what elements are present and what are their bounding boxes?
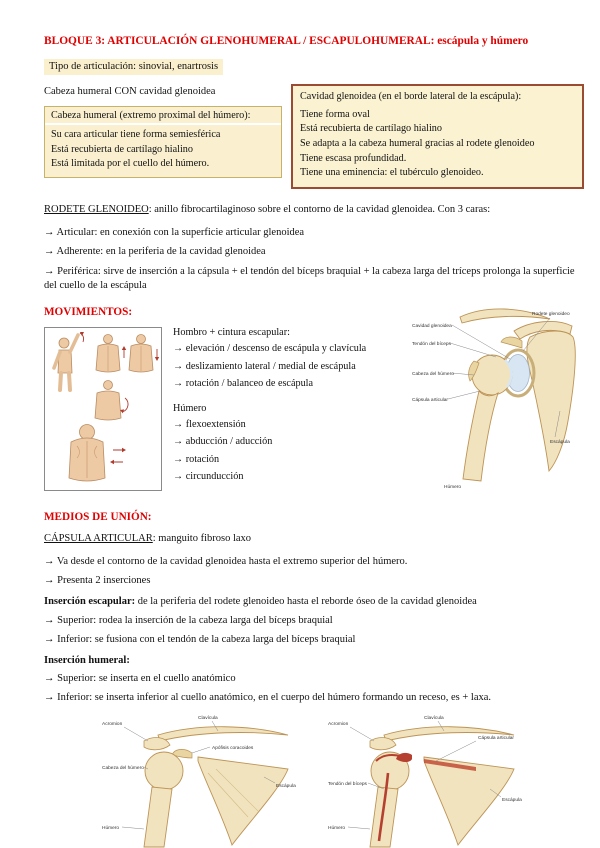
- list-item: → Presenta 2 inserciones: [44, 575, 151, 587]
- box-line: Tiene una eminencia: el tubérculo glenoideo.: [300, 167, 484, 179]
- joint-pair-line: Cabeza humeral CON cavidad glenoidea: [44, 86, 216, 98]
- definition-boxes-section: [44, 84, 584, 189]
- figure-label: Clavícula: [424, 716, 444, 722]
- torso-front-1: [96, 335, 126, 373]
- insercion-escapular-description: de la periferia del rodete glenoideo hasta el reborde óseo de la cavidad glenoidea: [135, 596, 477, 608]
- list-item: → rotación: [173, 453, 220, 465]
- joint-type-line: [44, 59, 584, 75]
- humeral-head: [145, 752, 183, 790]
- list-item: → Inferior: se inserta inferior al cuello anatómico, en el cuerpo del húmero formando un receso, es + laxa.: [44, 691, 492, 703]
- term-insercion-humeral: Inserción humeral:: [44, 654, 130, 666]
- list-item: → elevación / descenso de escápula y clavícula: [173, 343, 367, 355]
- scapula-shape: [198, 757, 288, 845]
- movimientos-text-column: [173, 327, 411, 487]
- figure-label: Tendón del bíceps: [328, 782, 367, 788]
- shoulder-anterior-figure: [100, 711, 312, 848]
- cavidad-glenoidea-box: [291, 84, 584, 189]
- list-item: → circunducción: [173, 471, 244, 483]
- list-item: → abducción / aducción: [173, 436, 273, 448]
- capsula-paragraph: [44, 531, 584, 546]
- cabeza-humeral-box-header: Cabeza humeral (extremo proximal del húmero):: [45, 107, 281, 125]
- box-line: Tiene forma oval: [300, 108, 370, 120]
- figure-label: Cápsula articular: [412, 398, 448, 404]
- term-insercion-escapular: Inserción escapular:: [44, 596, 136, 608]
- humerus-shaft: [463, 391, 498, 481]
- heading-medios-de-union: MEDIOS DE UNIÓN:: [44, 511, 152, 524]
- box-line: Está limitada por el cuello del húmero.: [51, 158, 210, 170]
- figure-label: Rodete glenoideo: [532, 312, 570, 318]
- figure-label: Escápula: [276, 784, 296, 790]
- list-item: → rotación / balanceo de escápula: [173, 378, 314, 390]
- figure-label: Escápula: [502, 798, 522, 804]
- term-capsula-articular: CÁPSULA ARTICULAR: [44, 533, 153, 545]
- movement-figures-image: [44, 327, 162, 491]
- humerus-shaft: [144, 787, 172, 847]
- box-line: Tiene escasa profundidad.: [300, 152, 407, 164]
- rodete-description: : anillo fibrocartilaginoso sobre el contorno de la cavidad glenoidea. Con 3 caras:: [148, 203, 491, 215]
- figure-label: Escápula: [550, 440, 570, 446]
- bones: [370, 727, 514, 847]
- list-item: → Inferior: se fusiona con el tendón de la cabeza larga del bíceps braquial: [44, 633, 356, 645]
- term-rodete-glenoideo: RODETE GLENOIDEO: [44, 203, 149, 215]
- figure-label: Apófisis coracoides: [212, 746, 254, 752]
- page-title: BLOQUE 3: ARTICULACIÓN GLENOHUMERAL / ESCAPULOHUMERAL: escápula y húmero: [44, 35, 529, 47]
- insercion-humeral-line: [44, 654, 584, 669]
- box-line: Está recubierta de cartílago hialino: [51, 143, 193, 155]
- list-item: → Superior: rodea la inserción de la cabeza larga del bíceps braquial: [44, 614, 333, 626]
- medios-section: [44, 531, 584, 705]
- figure-label: Húmero: [444, 485, 462, 491]
- joint-type-highlight: Tipo de articulación: sinovial, enartrosis: [44, 59, 223, 75]
- list-item: → Va desde el contorno de la cavidad glenoidea hasta el extremo superior del húmero.: [44, 556, 408, 568]
- figure-arm-raised: [54, 332, 84, 390]
- scapula-bones: [460, 309, 575, 481]
- figure-label: Acromion: [328, 722, 349, 728]
- rodete-paragraph: [44, 202, 584, 217]
- figure-label: Tendón del bíceps: [412, 342, 451, 348]
- capsula-description: : manguito fibroso laxo: [152, 533, 252, 545]
- list-item: → Periférica: sirve de inserción a la cápsula + el tendón del bíceps braquial + la cabeza larga del tríceps prolonga la superficie del cuello de la escápula: [44, 265, 575, 292]
- figure-label: Cavidad glenoidea: [412, 324, 452, 330]
- figure-label: Húmero: [102, 826, 120, 832]
- figure-label: Cabeza del húmero: [102, 766, 144, 772]
- bottom-figures-section: [54, 711, 584, 848]
- scapula-shape: [527, 331, 575, 471]
- figure-back-view: [69, 425, 126, 482]
- figure-label: Clavícula: [198, 716, 218, 722]
- clavicle-shape: [158, 727, 288, 741]
- torso-front-2: [129, 335, 159, 373]
- figure-label: Cabeza del húmero: [412, 372, 454, 378]
- list-item: → Adherente: en la periferia de la cavidad glenoidea: [44, 246, 266, 258]
- humero-subtitle: Húmero: [173, 402, 207, 414]
- heading-movimientos: MOVIMIENTOS:: [44, 306, 133, 319]
- shoulder-capsule-figure: [326, 711, 538, 848]
- scapula-shape: [424, 757, 514, 845]
- figure-label: Cápsula articular: [478, 736, 514, 742]
- bones: [144, 727, 288, 847]
- torso-rotation: [95, 381, 128, 421]
- coracoid-shape: [501, 337, 522, 348]
- hombro-subtitle: Hombro + cintura escapular:: [173, 327, 290, 339]
- shoulder-anatomy-figure: [410, 291, 586, 491]
- rodete-caras-list: [44, 226, 584, 294]
- cavidad-glenoidea-box-header: Cavidad glenoidea (en el borde lateral de la escápula):: [300, 91, 522, 103]
- box-line: Se adapta a la cabeza humeral gracias al rodete glenoideo: [300, 138, 535, 150]
- box-line: Está recubierta de cartílago hialino: [300, 123, 442, 135]
- list-item: → flexoextensión: [173, 418, 246, 430]
- figure-label: Húmero: [328, 826, 346, 832]
- list-item: → Articular: en conexión con la superficie articular glenoidea: [44, 227, 305, 239]
- movement-pictograms-svg: [45, 328, 161, 490]
- insercion-escapular-line: [44, 595, 584, 610]
- figure-label: Acromion: [102, 722, 123, 728]
- box-line: Su cara articular tiene forma semiesférica: [51, 129, 221, 141]
- list-item: → Superior: se inserta en el cuello anatómico: [44, 673, 236, 685]
- cabeza-humeral-box: [44, 106, 282, 178]
- list-item: → deslizamiento lateral / medial de escápula: [173, 360, 356, 372]
